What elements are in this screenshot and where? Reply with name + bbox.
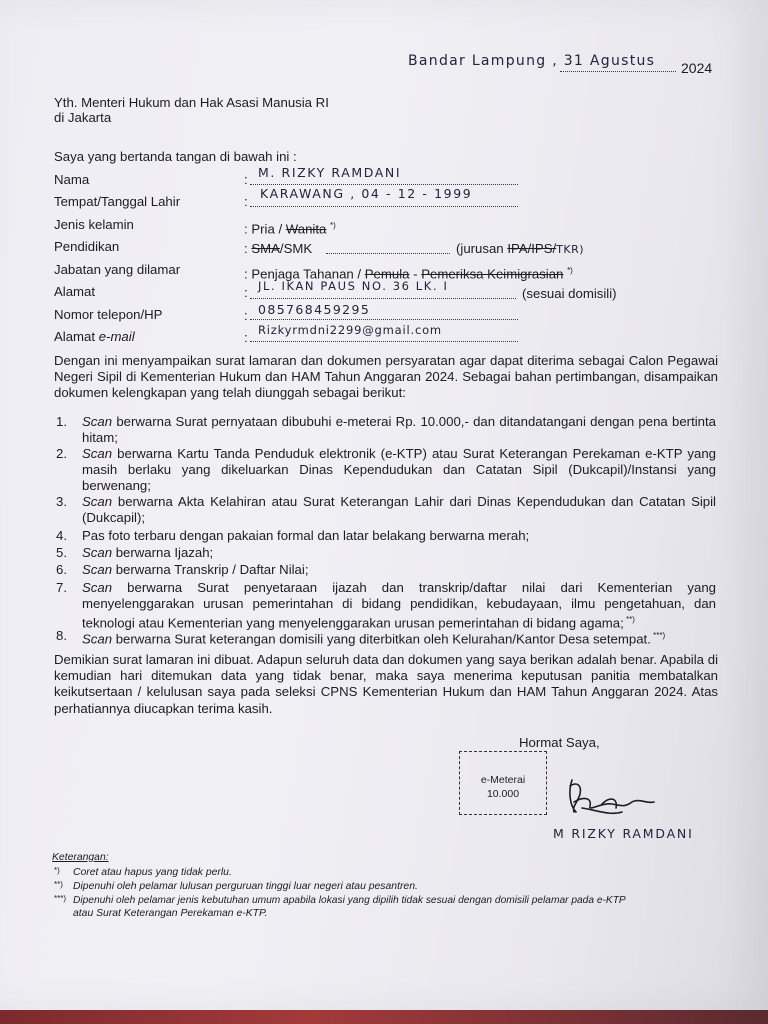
list-item-text: Scan berwarna Akta Kelahiran atau Surat Keterangan Lahir dari Dinas Kependudukan dan Catatan Sipil (Dukcapil); — [82, 494, 716, 526]
paragraph-declaration: Demikian surat lamaran ini dibuat. Adapun seluruh data dan dokumen yang saya berikan adalah benar. Apabila di kemudian hari ditemukan data yang tidak benar, maka saya menerima keputusan panitia membatalkan keikutsertaan / kelulusan saya pada seleksi CPNS Kementerian Hukum dan HAM Tahun Anggaran 2024. Atas perhatiannya diucapkan terima kasih. — [54, 652, 718, 716]
note-1: Coret atau hapus yang tidak perlu. — [73, 867, 232, 878]
email-label: Alamat e-mail — [54, 329, 135, 344]
gender-label: Jenis kelamin — [54, 217, 134, 232]
birth-dotted-line — [250, 206, 518, 207]
education-label: Pendidikan — [54, 239, 120, 254]
name-label: Nama — [54, 172, 90, 187]
list-item-number: 8. — [56, 628, 67, 643]
signer-name: M RIZKY RAMDANI — [553, 826, 694, 841]
list-item — [56, 414, 716, 446]
list-item-text: Scan berwarna Surat keterangan domisili yang diterbitkan oleh Kelurahan/Kantor Desa setempat. ***) — [82, 631, 666, 647]
list-item — [56, 446, 716, 495]
list-item-text: Scan berwarna Kartu Tanda Penduduk elektronik (e-KTP) atau Surat Keterangan Perekaman e-KTP yang masih berlaku yang dikeluarkan Dinas Kependudukan dan Catatan Sipil (Dukcapil)/Instansi yang berwenang; — [82, 446, 716, 494]
gender-value: : Pria / Wanita *) — [244, 221, 336, 237]
address-label: Alamat — [54, 284, 96, 299]
closing-text: Hormat Saya, — [519, 735, 600, 750]
list-item — [56, 562, 716, 578]
paragraph-request: Dengan ini menyampaikan surat lamaran dan dokumen persyaratan agar dapat diterima sebagai Calon Pegawai Negeri Sipil di Kementerian Hukum dan HAM Tahun Anggaran 2024. Sebagai bahan pertimbangan, disampaikan dokumen kelengkapan yang telah diunggah sebagai berikut: — [54, 353, 718, 401]
list-item-text: Pas foto terbaru dengan pakaian formal dan latar belakang berwarna merah; — [82, 528, 530, 543]
birth-colon: : — [244, 194, 248, 209]
list-item — [56, 628, 716, 648]
notes-title: Keterangan: — [52, 852, 109, 863]
phone-colon: : — [244, 308, 248, 323]
list-item — [56, 528, 716, 544]
intro-text: Saya yang bertanda tangan di bawah ini : — [54, 149, 297, 164]
list-item — [56, 545, 716, 561]
list-item-number: 6. — [56, 562, 67, 577]
position-value: : Penjaga Tahanan / Pemula - Pemeriksa Keimigrasian *) — [244, 266, 573, 282]
address-note: (sesuai domisili) — [522, 286, 617, 301]
signature-scribble — [562, 772, 662, 822]
list-item-number: 1. — [56, 414, 67, 429]
birth-label: Tempat/Tanggal Lahir — [54, 194, 181, 209]
name-colon: : — [244, 172, 248, 187]
education-value: : SMA/SMK — [244, 241, 313, 256]
phone-dotted-line — [250, 319, 518, 320]
list-item-text: Scan berwarna Surat penyetaraan ijazah dan transkrip/daftar nilai dari Kementerian yang menyelenggarakan urusan pemerintahan di bidang pendidikan, kebudayaan, ilmu pengetahuan, dan teknologi atau Kementerian yang menyelenggarakan urusan pemerintahan di bidang agama; **) — [82, 580, 716, 631]
e-meterai-stamp — [459, 751, 547, 815]
birth-value: KARAWANG , 04 - 12 - 1999 — [260, 186, 473, 201]
name-value: M. RIZKY RAMDANI — [258, 165, 402, 180]
list-item — [56, 494, 716, 526]
address-value: JL. IKAN PAUS NO. 36 LK. I — [258, 279, 449, 293]
recipient-line-2: di Jakarta — [54, 110, 112, 125]
place-date-handwritten: Bandar Lampung , 31 Agustus — [408, 53, 656, 69]
phone-value: 085768459295 — [258, 302, 371, 317]
list-item-number: 2. — [56, 446, 67, 461]
list-item-number: 4. — [56, 528, 67, 543]
table-surface-edge — [0, 1010, 768, 1024]
note-2-mark: **) — [54, 880, 63, 889]
phone-label: Nomor telepon/HP — [54, 307, 163, 322]
address-colon: : — [244, 285, 248, 300]
email-colon: : — [244, 330, 248, 345]
stamp-line-1: e-Meterai — [480, 774, 526, 786]
note-3-mark: ***) — [54, 894, 67, 903]
note-3a: Dipenuhi oleh pelamar jenis kebutuhan umum apabila lokasi yang dipilih tidak sesuai dengan domisili pelamar pada e-KTP — [73, 895, 626, 906]
email-dotted-line — [250, 341, 518, 342]
note-2: Dipenuhi oleh pelamar lulusan perguruan tinggi luar negeri atau pesantren. — [73, 881, 418, 892]
name-dotted-line — [250, 184, 518, 185]
gender-struck: Wanita — [285, 221, 327, 237]
list-item-text: Scan berwarna Ijazah; — [82, 545, 214, 560]
date-year: 2024 — [681, 60, 713, 76]
recipient-line-1: Yth. Menteri Hukum dan Hak Asasi Manusia RI — [54, 95, 329, 110]
email-value: Rizkyrmdni2299@gmail.com — [258, 323, 442, 337]
position-label: Jabatan yang dilamar — [54, 262, 181, 277]
list-item-number: 3. — [56, 494, 67, 509]
list-item-text: Scan berwarna Transkrip / Daftar Nilai; — [82, 562, 309, 577]
education-major: (jurusan IPA/IPS/TKR) — [456, 241, 585, 256]
note-3b: atau Surat Keterangan Perekaman e-KTP. — [73, 908, 268, 919]
address-dotted-line — [250, 298, 516, 299]
education-dotted-line — [326, 253, 450, 254]
stamp-line-2: 10.000 — [486, 788, 520, 800]
list-item-number: 5. — [56, 545, 67, 560]
list-item-text: Scan berwarna Surat pernyataan dibubuhi e-meterai Rp. 10.000,- dan ditandatangani dengan pena bertinta hitam; — [82, 414, 716, 446]
list-item-number: 7. — [56, 580, 67, 595]
date-dotted-line — [560, 71, 676, 72]
list-item — [56, 580, 716, 632]
note-1-mark: *) — [54, 866, 60, 875]
